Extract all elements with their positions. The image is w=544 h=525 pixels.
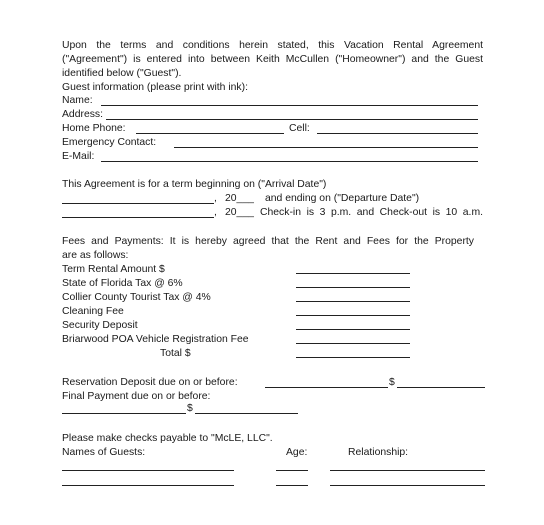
fee-field-cleaning[interactable] <box>296 315 410 316</box>
arrival-date-field[interactable] <box>62 203 214 204</box>
fee-field-rental[interactable] <box>296 273 410 274</box>
reservation-amount-field[interactable] <box>397 387 485 388</box>
ending-label: and ending on ("Departure Date") <box>265 193 420 204</box>
arrival-year: 20___ <box>225 193 254 204</box>
fee-label-registration: Briarwood POA Vehicle Registration Fee <box>62 334 249 345</box>
emergency-contact-label: Emergency Contact: <box>62 137 157 148</box>
relationship-label: Relationship: <box>348 447 409 458</box>
checkin-text: Check-in is 3 p.m. and Check-out is 10 a.m. <box>260 207 483 218</box>
fee-field-state-tax[interactable] <box>296 287 410 288</box>
departure-date-field[interactable] <box>62 217 214 218</box>
guest-info-heading: Guest information (please print with ink): <box>62 82 248 93</box>
fee-label-tourist-tax: Collier County Tourist Tax @ 4% <box>62 292 211 303</box>
cell-field[interactable] <box>317 133 478 134</box>
emergency-contact-field[interactable] <box>174 147 478 148</box>
name-label: Name: <box>62 95 93 106</box>
guest-age-field-1[interactable] <box>276 470 308 471</box>
fee-field-total[interactable] <box>296 357 410 358</box>
intro-line-2: ("Agreement") is entered into between Keith McCullen ("Homeowner") and the Guest <box>62 54 483 65</box>
guest-relationship-field-2[interactable] <box>330 485 485 486</box>
fee-field-tourist-tax[interactable] <box>296 301 410 302</box>
final-payment-date-field[interactable] <box>62 413 186 414</box>
departure-comma: , <box>214 207 217 218</box>
address-label: Address: <box>62 109 104 120</box>
fee-field-registration[interactable] <box>296 343 410 344</box>
fee-field-security[interactable] <box>296 329 410 330</box>
final-payment-label: Final Payment due on or before: <box>62 391 211 402</box>
fee-label-cleaning: Cleaning Fee <box>62 306 124 317</box>
email-field[interactable] <box>101 161 478 162</box>
cell-label: Cell: <box>289 123 310 134</box>
fees-line-1: Fees and Payments: It is hereby agreed that the Rent and Fees for the Property <box>62 236 474 247</box>
fees-line-2: are as follows: <box>62 250 129 261</box>
guest-relationship-field-1[interactable] <box>330 470 485 471</box>
names-of-guests-label: Names of Guests: <box>62 447 146 458</box>
checks-payable-text: Please make checks payable to "McLE, LLC". <box>62 433 273 444</box>
arrival-comma: , <box>214 193 217 204</box>
departure-year: 20___ <box>225 207 254 218</box>
fee-label-state-tax: State of Florida Tax @ 6% <box>62 278 183 289</box>
reservation-dollar: $ <box>389 377 395 388</box>
reservation-date-field[interactable] <box>265 387 388 388</box>
address-field[interactable] <box>106 119 478 120</box>
guest-age-field-2[interactable] <box>276 485 308 486</box>
guest-name-field-1[interactable] <box>62 470 234 471</box>
guest-name-field-2[interactable] <box>62 485 234 486</box>
email-label: E-Mail: <box>62 151 95 162</box>
final-payment-amount-field[interactable] <box>195 413 298 414</box>
intro-line-3: identified below ("Guest"). <box>62 68 182 79</box>
fee-label-total: Total $ <box>160 348 191 359</box>
home-phone-label: Home Phone: <box>62 123 126 134</box>
fee-label-rental: Term Rental Amount $ <box>62 264 165 275</box>
age-label: Age: <box>286 447 308 458</box>
name-field[interactable] <box>101 105 478 106</box>
fee-label-security: Security Deposit <box>62 320 138 331</box>
intro-line-1: Upon the terms and conditions herein stated, this Vacation Rental Agreement <box>62 40 483 51</box>
reservation-deposit-label: Reservation Deposit due on or before: <box>62 377 238 388</box>
term-line-1: This Agreement is for a term beginning on ("Arrival Date") <box>62 179 327 190</box>
final-payment-dollar: $ <box>187 403 193 414</box>
home-phone-field[interactable] <box>136 133 284 134</box>
